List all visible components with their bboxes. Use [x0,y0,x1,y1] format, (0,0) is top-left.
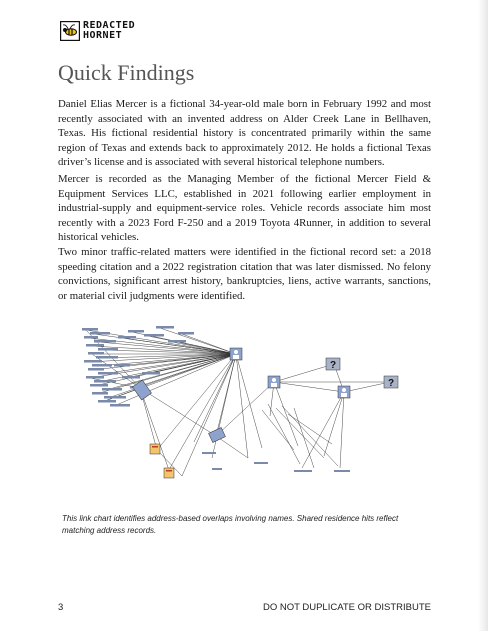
svg-text:?: ? [329,360,337,371]
hornet-logo-icon [60,21,80,41]
brand-name-line2: HORNET [83,30,123,41]
link-chart [62,318,422,496]
link-chart-graphic [62,318,422,496]
page-number: 3 [58,602,64,613]
chart-caption: This link chart identifies address-based overlaps involving names. Shared residence hits reflect matching address records. [62,514,399,535]
svg-text:?: ? [387,378,395,389]
unknown-entity-icon [384,376,398,389]
finding-paragraph-employment: Mercer is recorded as the Managing Member of the fictional Mercer Field & Equipment Services LLC, established in 2021 following earlier employment in industrial-supply and equipment-service roles. Vehicle records associate him most recently with a 2023 Ford F-250 and a 2019 Toyota 4Runner, in addition to several historical vehicles. [58,173,431,243]
brand-logo [60,20,135,42]
person-node-icon [268,376,280,388]
person-node-icon [230,348,242,360]
distribution-notice: DO NOT DUPLICATE OR DISTRIBUTE [262,602,431,613]
brand-name-line1: REDACTED [83,20,136,31]
person-node-icon [338,386,350,398]
page-edge-shadow [478,0,488,631]
unknown-entity-icon [326,358,340,371]
section-heading: Quick Findings [58,60,195,85]
finding-paragraph-identity: Daniel Elias Mercer is a fictional 34-year-old male born in February 1992 and most recently associated with an invented address on Alder Creek Lane in Bellhaven, Texas. His fictional residential history is concentrated primarily within the same region of Texas and extends back to approximately 2012. He holds a fictional Texas driver’s license and is associated with several historical telephone numbers. [58,98,431,168]
page-footer [58,602,431,613]
finding-paragraph-records: Two minor traffic-related matters were identified in the fictional record set: a 2018 speeding citation and a 2022 registration citation that was later dismissed. No felony convictions, significant arrest history, bankruptcies, liens, active warrants, sanctions, or material civil judgments were identified. [58,246,431,302]
document-node-icon [164,468,174,478]
document-node-icon [150,444,160,454]
